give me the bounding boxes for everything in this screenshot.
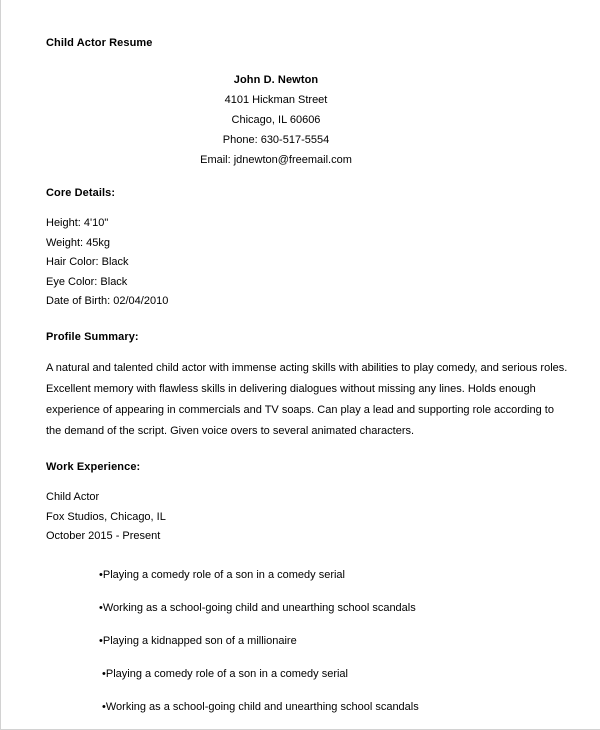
core-detail-eye-color: Eye Color: Black — [46, 275, 128, 288]
core-detail-weight: Weight: 45kg — [46, 236, 111, 249]
spacer — [46, 547, 566, 567]
job-title: Child Actor — [46, 490, 100, 503]
work-experience-heading: Work Experience: — [46, 460, 141, 473]
spacer — [46, 170, 566, 186]
list-item — [46, 600, 566, 616]
spacer — [46, 50, 566, 70]
spacer — [46, 201, 566, 214]
section-work-experience — [46, 460, 566, 715]
list-item-label: Playing a kidnapped son of a millionaire — [102, 634, 297, 647]
bullet-icon: • — [99, 601, 103, 614]
document-body — [1, 0, 600, 715]
bullet-icon: • — [102, 667, 106, 680]
candidate-name: John D. Newton — [233, 74, 319, 86]
profile-summary-heading: Profile Summary: — [46, 330, 139, 343]
list-item-label: Playing a comedy role of a son in a comedy serial — [102, 568, 345, 581]
contact-address: 4101 Hickman Street — [224, 94, 328, 106]
contact-city: Chicago, IL 60606 — [231, 114, 321, 126]
spacer — [46, 475, 566, 488]
bullet-icon: • — [99, 568, 103, 581]
contact-email: Email: jdnewton@freemail.com — [200, 154, 352, 166]
core-detail-hair-color: Hair Color: Black — [46, 256, 129, 269]
core-details-list — [46, 214, 566, 312]
contact-phone: Phone: 630-517-5554 — [222, 134, 330, 146]
bullet-icon: • — [99, 634, 103, 647]
work-experience-entry — [46, 488, 566, 547]
job-dates: October 2015 - Present — [46, 530, 161, 543]
core-details-heading: Core Details: — [46, 187, 116, 199]
profile-summary-text: A natural and talented child actor with immense acting skills with abilities to play comedy, and serious roles. Excellent memory with flawless skills in delivering dialogues without missing any lines. Holds enough experience of appearing in commercials and TV soaps. Can play a lead and supporting role according to the demand of the script. Given voice overs to several animated characters. — [46, 361, 568, 437]
section-core-details — [46, 186, 566, 312]
spacer — [46, 442, 566, 460]
list-item — [46, 633, 566, 649]
bullet-icon: • — [102, 700, 106, 713]
spacer — [46, 345, 566, 358]
job-employer: Fox Studios, Chicago, IL — [46, 510, 166, 523]
core-detail-date-of-birth: Date of Birth: 02/04/2010 — [46, 295, 169, 308]
list-item — [46, 699, 566, 715]
list-item — [46, 567, 566, 583]
list-item-label: Working as a school-going child and unearthing school scandals — [102, 601, 416, 614]
list-item — [46, 666, 566, 682]
page-title: Child Actor Resume — [46, 37, 153, 49]
section-profile-summary — [46, 330, 566, 442]
list-item-label: Playing a comedy role of a son in a comedy serial — [105, 667, 348, 680]
list-item-label: Working as a school-going child and unearthing school scandals — [105, 700, 419, 713]
core-detail-height: Height: 4'10" — [46, 217, 109, 229]
work-experience-bullets — [46, 567, 566, 715]
contact-header — [46, 70, 566, 170]
spacer — [46, 312, 566, 330]
